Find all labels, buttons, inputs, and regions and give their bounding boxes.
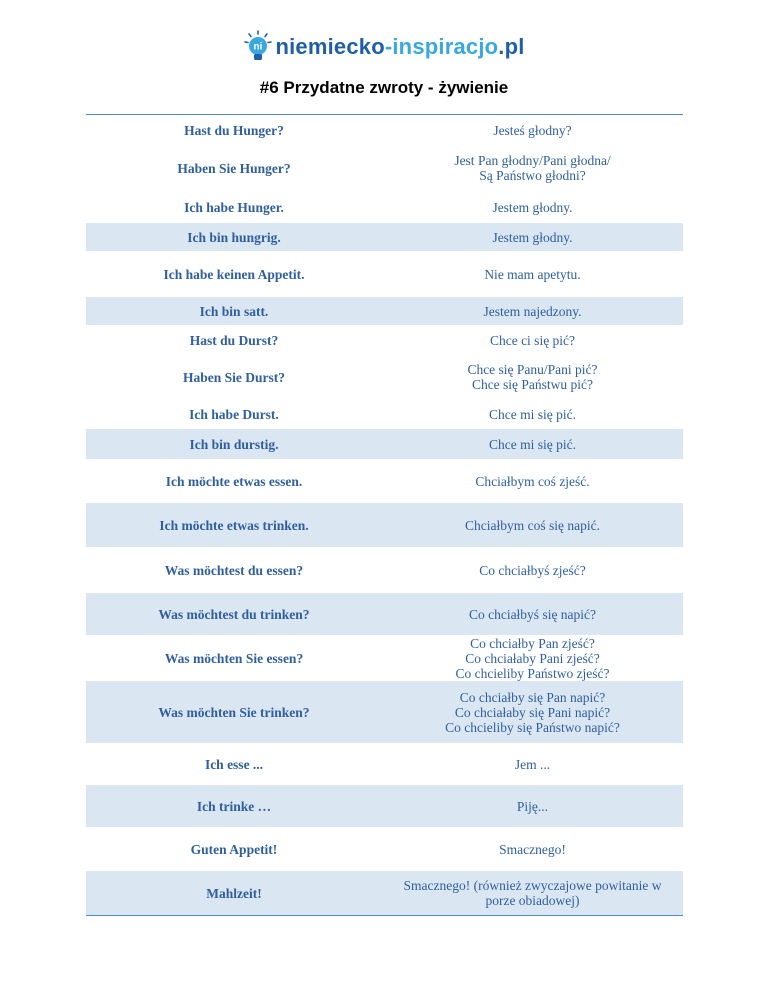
german-phrase: Was möchten Sie trinken? [158,704,310,720]
polish-translation: Jestem głodny. [492,229,573,245]
german-phrase: Haben Sie Hunger? [177,160,291,176]
german-phrase: Was möchtest du trinken? [158,606,310,622]
german-phrase: Ich trinke … [196,798,272,814]
phrase-row [86,115,683,145]
phrase-row [86,503,683,547]
german-phrase: Ich bin durstig. [189,436,279,452]
german-phrase: Ich habe Durst. [189,406,279,422]
phrase-row [86,743,683,785]
polish-translation: Chciałbym coś się napić. [465,517,600,533]
phrase-row [86,325,683,355]
german-phrase: Ich habe keinen Appetit. [163,266,305,282]
phrase-row [86,297,683,325]
phrase-row [86,251,683,297]
polish-translation: Smacznego! (również zwyczajowe powitanie w porze obiadowej) [403,878,662,908]
polish-translation: Chce mi się pić. [489,406,576,422]
polish-translation: Jestem najedzony. [483,303,582,319]
polish-translation: Piję... [516,798,549,814]
phrase-row [86,429,683,459]
page-title: #6 Przydatne zwroty - żywienie [259,78,509,97]
polish-translation: Chce mi się pić. [489,436,576,452]
german-phrase: Guten Appetit! [190,841,278,857]
german-phrase: Hast du Hunger? [184,122,284,138]
german-phrase: Ich möchte etwas essen. [165,473,303,489]
german-phrase: Hast du Durst? [189,332,279,348]
german-phrase: Ich bin hungrig. [187,229,281,245]
german-phrase: Ich möchte etwas trinken. [159,517,309,533]
svg-text:ni: ni [253,41,263,53]
german-phrase: Ich bin satt. [199,303,269,319]
phrase-row [86,191,683,223]
polish-translation: Co chciałbyś się napić? [468,606,597,622]
phrase-row [86,593,683,635]
polish-translation: Nie mam apetytu. [484,266,581,282]
polish-translation: Chciałbym coś zjeść. [475,473,590,489]
german-phrase: Haben Sie Durst? [182,369,285,385]
phrase-row [86,547,683,593]
phrase-row [86,827,683,871]
phrase-row [86,145,683,191]
polish-translation: Co chciałby się Pan napić? Co chciałaby się Pani napić? Co chcieliby się Państwo napić? [445,689,620,735]
phrase-row [86,681,683,743]
lightbulb-icon [243,30,273,64]
phrase-row [86,459,683,503]
logo-text: niemiecko-inspiracjo.pl [275,34,525,59]
german-phrase: Ich esse ... [204,756,264,772]
polish-translation: Jest Pan głodny/Pani głodna/ Są Państwo głodni? [454,153,611,183]
phrase-row [86,223,683,251]
german-phrase: Mahlzeit! [206,885,262,901]
german-phrase: Was möchtest du essen? [164,562,304,578]
polish-translation: Jem ... [514,756,551,772]
phrase-row [86,635,683,681]
polish-translation: Co chciałbyś zjeść? [479,562,586,578]
polish-translation: Chce ci się pić? [489,332,576,348]
phrase-row [86,399,683,429]
phrase-row [86,785,683,827]
polish-translation: Jestem głodny. [492,199,573,215]
phrase-row [86,871,683,915]
phrase-row [86,355,683,399]
german-phrase: Was möchten Sie essen? [164,650,304,666]
polish-translation: Jesteś głodny? [493,122,572,138]
site-logo[interactable] [0,30,768,64]
phrase-table [86,114,683,916]
polish-translation: Co chciałby Pan zjeść? Co chciałaby Pani zjeść? Co chcieliby Państwo zjeść? [455,635,610,681]
polish-translation: Chce się Panu/Pani pić? Chce się Państwu pić? [467,362,598,392]
polish-translation: Smacznego! [499,841,566,857]
german-phrase: Ich habe Hunger. [184,199,284,215]
